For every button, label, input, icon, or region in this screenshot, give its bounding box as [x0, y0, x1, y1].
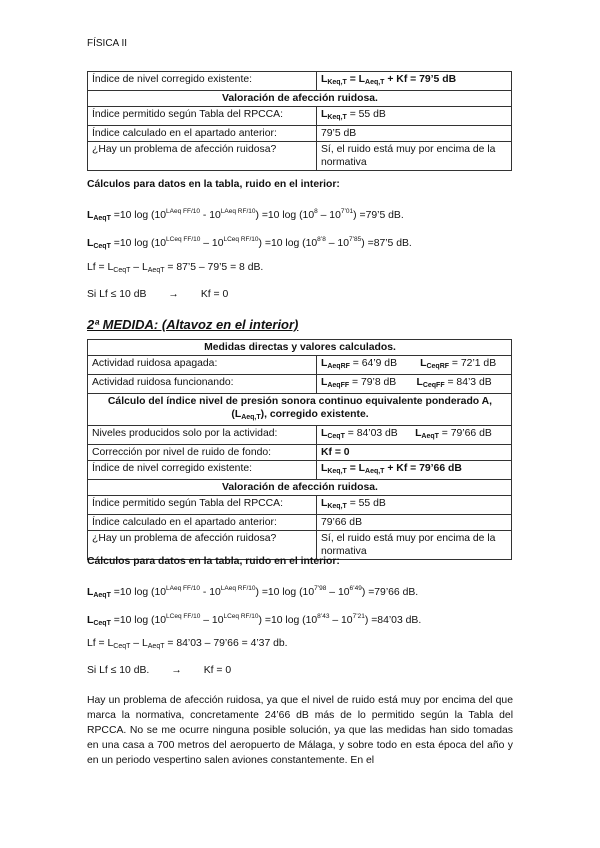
- row-label: Índice permitido según Tabla del RPCCA:: [88, 107, 317, 126]
- calc-line-laeqt: $L_{AeqT} =10$ $\log (10^{LAeq FF/10} - 10^{LAeq RF/10}) =10$ $\log (10^{7’98} - 10^{6’49})$ =79’66 dB.: [87, 585, 419, 599]
- table-row: [88, 445, 512, 461]
- row-label: Actividad ruidosa funcionando:: [88, 375, 317, 394]
- table-row: [88, 461, 512, 480]
- table-row: [88, 126, 512, 142]
- row-value: $L_{Keq,T} = 55$ dB: [317, 496, 512, 515]
- row-label: ¿Hay un problema de afección ruidosa?: [88, 142, 317, 171]
- row-value: $L_{CeqT}$ = 84’03 dB $L_{AeqT}$ = 79’66 dB: [317, 426, 512, 445]
- calc-line-lf: $Lf = L_{CeqT} - L_{AeqT}$ = 84’03 – 79’66 = 4’37 db.: [87, 638, 288, 650]
- calc-line-lceqt: $L_{CeqT} =10$ $\log (10^{LCeq FF/10} - 10^{LCeq RF/10}) =10$ $\log (10^{8’43} - 10^{7’21})$ =84’03 dB.: [87, 613, 422, 627]
- table-first-measure-end: [87, 71, 512, 171]
- page-header: FÍSICA II: [87, 38, 128, 49]
- section-heading: Cálculo del índice nivel de presión sonora continuo equivalente ponderado A, $(L_{Aeq,T})$, corregido existente.: [88, 394, 512, 426]
- row-value: Sí, el ruido está muy por encima de la normativa: [317, 142, 512, 171]
- table-row: [88, 142, 512, 171]
- row-label: Corrección por nivel de ruido de fondo:: [88, 445, 317, 461]
- table-row: [88, 496, 512, 515]
- table-row: [88, 340, 512, 356]
- conclusion-paragraph: Hay un problema de afección ruidosa, ya que el nivel de ruido está muy por encima del que marca la normativa, concretamente 24’66 dB más de lo permitido según la Tabla del RPCCA. No se me ocurre ninguna posible solución, ya que las medidas han sido tomadas en una casa a 700 metros del aeropuerto de Málaga, y sobre todo en esta época del año y en un periodo vespertino salen aviones constantemente. En el: [87, 695, 513, 766]
- row-label: Niveles producidos solo por la actividad:: [88, 426, 317, 445]
- calc-line-lceqt: $L_{CeqT} =10$ $\log (10^{LCeq FF/10} - 10^{LCeq RF/10}) =10$ $\log (10^{8’8} - 10^{7’85})$ =87’5 dB.: [87, 236, 412, 250]
- row-label: Índice de nivel corregido existente:: [88, 72, 317, 91]
- section-title-second-measure: 2ª MEDIDA: (Altavoz en el interior): [87, 317, 299, 332]
- calc-line-kf: Si Lf ≤ 10 dB → Kf = 0: [87, 289, 229, 300]
- arrow-icon: →: [171, 665, 182, 676]
- row-value: 79’5 dB: [317, 126, 512, 142]
- row-value: $L_{Keq,T} = 55$ dB: [317, 107, 512, 126]
- row-value: 79’66 dB: [317, 515, 512, 531]
- row-value: $L_{AeqFF}$ = 79’8 dB $L_{CeqFF}$ = 84’3 dB: [317, 375, 512, 394]
- row-label: Índice permitido según Tabla del RPCCA:: [88, 496, 317, 515]
- table-row: [88, 107, 512, 126]
- table-row: [88, 480, 512, 496]
- table-row: [88, 375, 512, 394]
- table-second-measure: [87, 339, 512, 560]
- arrow-icon: →: [168, 289, 179, 300]
- section-heading: Valoración de afección ruidosa.: [88, 91, 512, 107]
- section-heading: Valoración de afección ruidosa.: [88, 480, 512, 496]
- calc-line-laeqt: $L_{AeqT} =10$ $\log (10^{LAeq FF/10} - 10^{LAeq RF/10}) =10$ $\log (10^8 - 10^{7’01})$ =79’5 dB.: [87, 208, 404, 222]
- row-label: Índice de nivel corregido existente:: [88, 461, 317, 480]
- table-row: [88, 426, 512, 445]
- row-value: Sí, el ruido está muy por encima de la normativa: [317, 531, 512, 560]
- row-label: Actividad ruidosa apagada:: [88, 356, 317, 375]
- table-row: [88, 515, 512, 531]
- row-value: $L_{Keq,T} = L_{Aeq,T} + Kf$ = 79’5 dB: [317, 72, 512, 91]
- table-row: [88, 91, 512, 107]
- table-row: [88, 72, 512, 91]
- calc-title: Cálculos para datos en la tabla, ruido en el interior:: [87, 179, 340, 190]
- calc-line-kf: Si Lf ≤ 10 dB. → Kf = 0: [87, 665, 232, 676]
- row-label: Índice calculado en el apartado anterior:: [88, 515, 317, 531]
- calc-line-lf: $Lf = L_{CeqT} - L_{AeqT}$ = 87’5 – 79’5 = 8 dB.: [87, 262, 264, 274]
- table-row: [88, 356, 512, 375]
- table-row: [88, 394, 512, 426]
- section-heading: Medidas directas y valores calculados.: [88, 340, 512, 356]
- row-label: ¿Hay un problema de afección ruidosa?: [88, 531, 317, 560]
- row-value: $L_{AeqRF}$ = 64’9 dB $L_{CeqRF}$ = 72’1 dB: [317, 356, 512, 375]
- row-value: Kf = 0: [317, 445, 512, 461]
- calc-title: Cálculos para datos en la tabla, ruido en el interior:: [87, 556, 340, 567]
- row-label: Índice calculado en el apartado anterior:: [88, 126, 317, 142]
- row-value: $L_{Keq,T} = L_{Aeq,T} + Kf$ = 79’66 dB: [317, 461, 512, 480]
